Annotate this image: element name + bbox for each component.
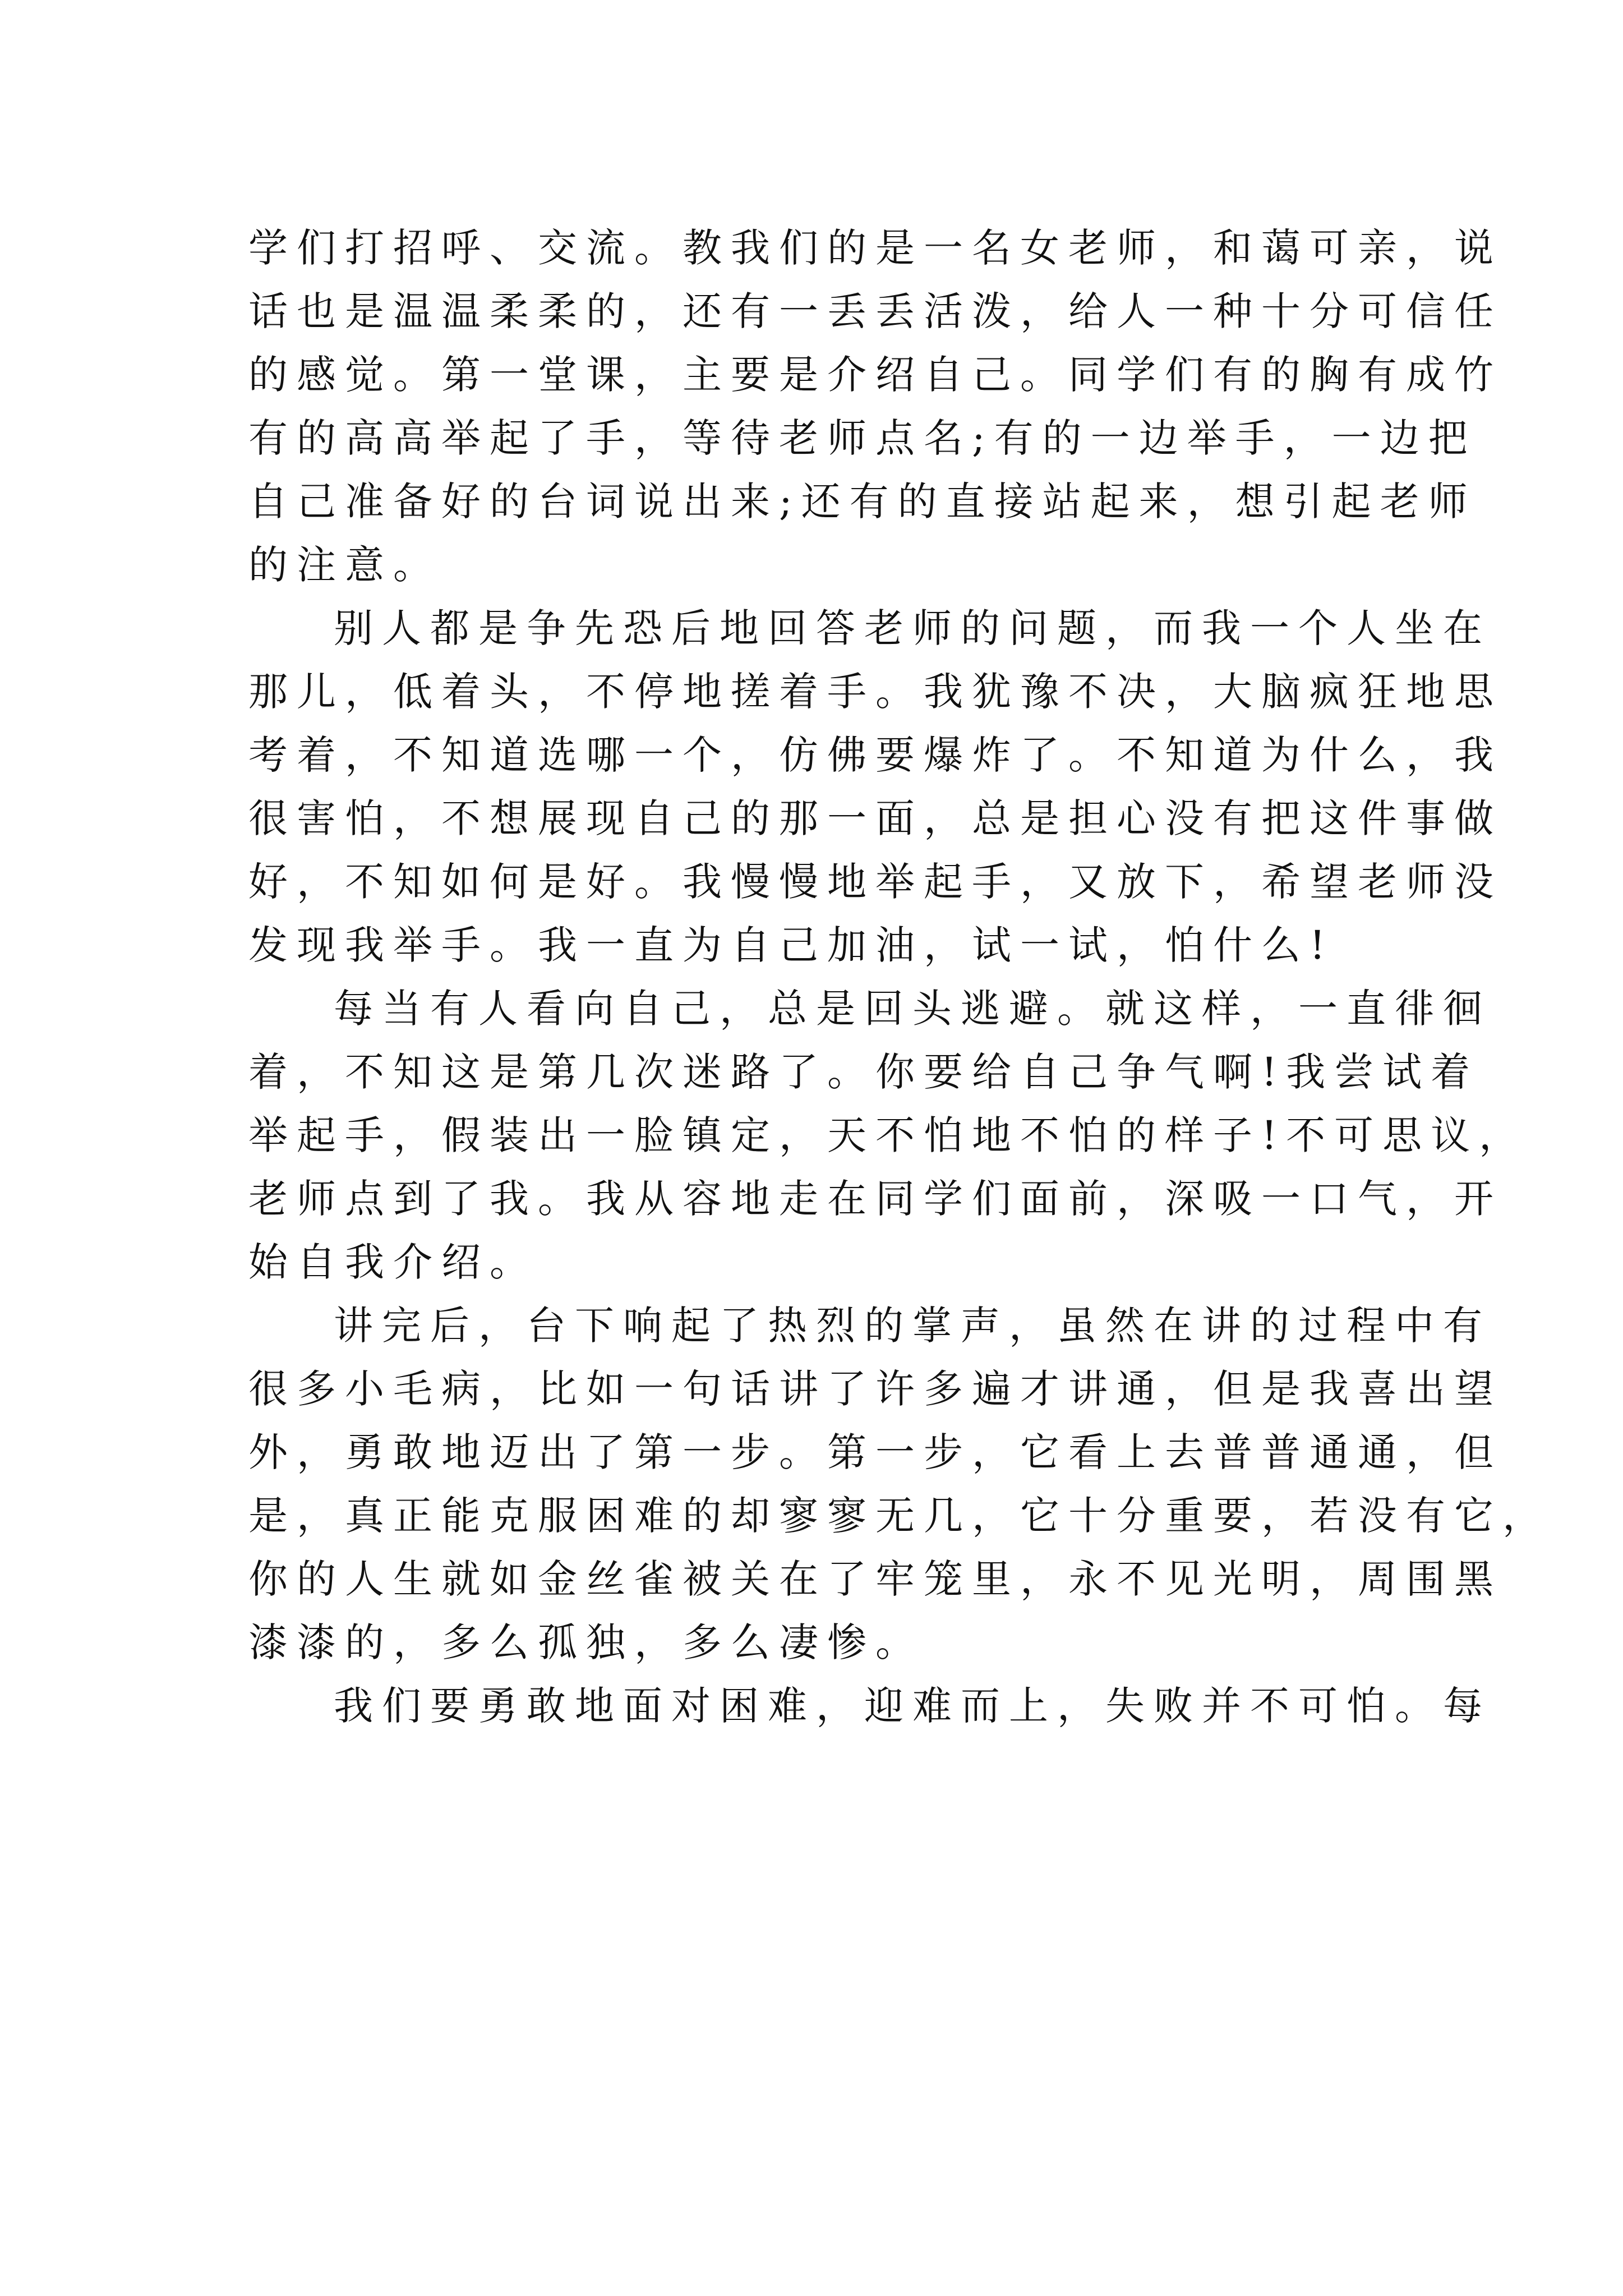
text-line: 外，勇敢地迈出了第一步。第一步，它看上去普普通通，但 [248,1429,1502,1475]
text-line: 漆漆的，多么孤独，多么凄惨。 [248,1619,924,1665]
text-line: 讲完后，台下响起了热烈的掌声，虽然在讲的过程中有 [334,1303,1491,1349]
text-line: 我们要勇敢地面对困难，迎难而上，失败并不可怕。每 [334,1683,1491,1729]
text-line: 举起手，假装出一脸镇定，天不怕地不怕的样子!不可思议， [248,1112,1528,1158]
text-line: 每当有人看向自己，总是回头逃避。就这样，一直徘徊 [334,986,1491,1032]
text-line: 着，不知这是第几次迷路了。你要给自己争气啊!我尝试着 [248,1049,1479,1095]
text-line: 自己准备好的台词说出来;还有的直接站起来，想引起老师 [248,478,1477,524]
text-line: 学们打招呼、交流。教我们的是一名女老师，和蔼可亲，说 [248,225,1502,271]
text-line: 考着，不知道选哪一个，仿佛要爆炸了。不知道为什么，我 [248,732,1502,778]
text-line: 的感觉。第一堂课，主要是介绍自己。同学们有的胸有成竹 [248,352,1502,398]
text-line: 那儿，低着头，不停地搓着手。我犹豫不决，大脑疯狂地思 [248,669,1502,715]
text-line: 你的人生就如金丝雀被关在了牢笼里，永不见光明，周围黑 [248,1556,1502,1602]
text-line: 是，真正能克服困难的却寥寥无几，它十分重要，若没有它， [248,1493,1551,1539]
text-line: 的注意。 [248,542,441,588]
text-line: 话也是温温柔柔的，还有一丢丢活泼，给人一种十分可信任 [248,288,1502,334]
text-line: 老师点到了我。我从容地走在同学们面前，深吸一口气，开 [248,1176,1502,1222]
text-line: 始自我介绍。 [248,1239,538,1285]
text-line: 好，不知如何是好。我慢慢地举起手，又放下，希望老师没 [248,859,1502,905]
paragraph-3 [248,977,1528,1294]
text-line: 很多小毛病，比如一句话讲了许多遍才讲通，但是我喜出望 [248,1366,1502,1412]
paragraph-5 [248,1674,1491,1738]
text-line: 很害怕，不想展现自己的那一面，总是担心没有把这件事做 [248,795,1502,841]
paragraph-2 [248,597,1502,977]
paragraph-4 [248,1294,1551,1674]
paragraph-1 [248,217,1502,597]
text-line: 别人都是争先恐后地回答老师的问题，而我一个人坐在 [334,605,1491,651]
text-line: 发现我举手。我一直为自己加油，试一试，怕什么! [248,922,1335,968]
body-text [248,217,1551,1738]
text-line: 有的高高举起了手，等待老师点名;有的一边举手，一边把 [248,415,1477,461]
